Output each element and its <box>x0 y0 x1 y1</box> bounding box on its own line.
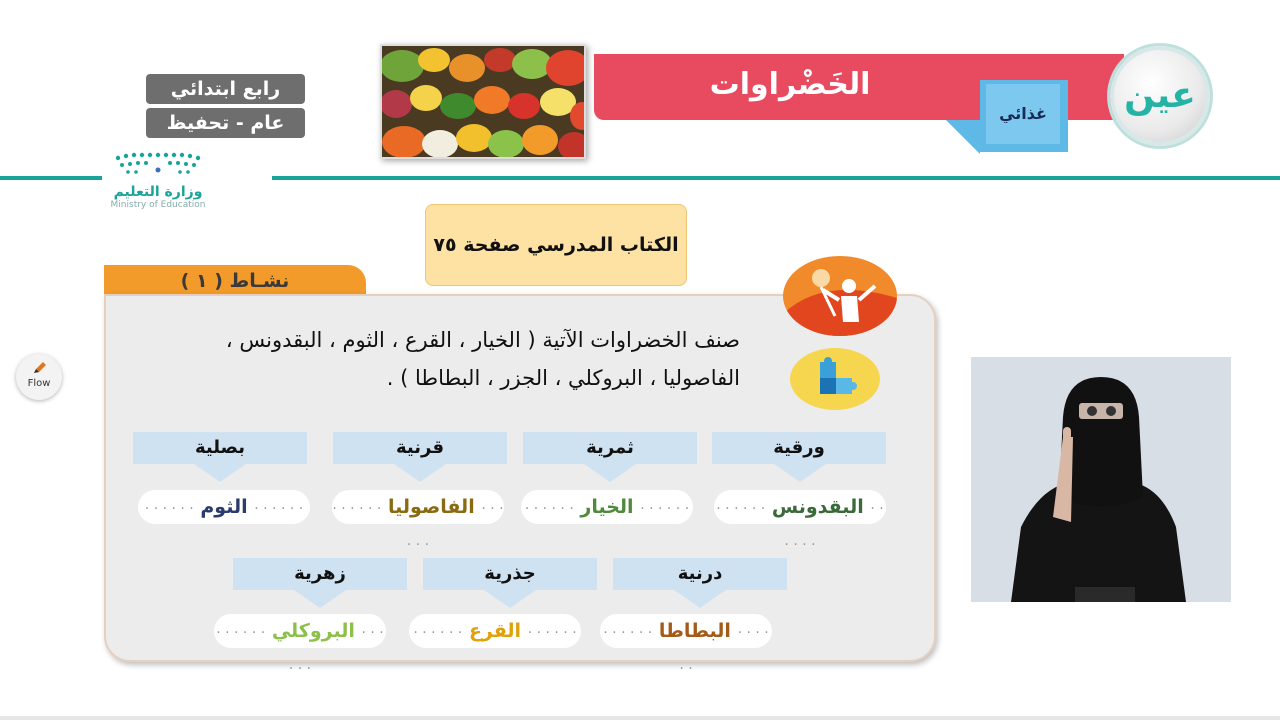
category-bulb: بصلية <box>133 432 307 464</box>
textbook-page-note: الكتاب المدرسي صفحة ٧٥ <box>425 204 687 286</box>
category-tuber: درنية <box>613 558 787 590</box>
category-arrow <box>484 590 536 608</box>
activity-instruction-line2: الفاصوليا ، البروكلي ، الجزر ، البطاطا ) . <box>386 366 740 390</box>
answer-pumpkin: القرع <box>468 620 522 642</box>
answer-pill: · · · · · · البروكلي · · · · · · <box>214 614 386 648</box>
answer-pill: · · · · · · الثوم · · · · · · <box>138 490 310 524</box>
sign-language-interpreter-video <box>971 357 1231 602</box>
ministry-name-en: Ministry of Education <box>110 200 206 210</box>
activity-instruction-line1: صنف الخضراوات الآتية ( الخيار ، القرع ، الثوم ، البقدونس ، <box>225 328 740 352</box>
answer-pill: · · · · · · القرع · · · · · · <box>409 614 581 648</box>
answer-pill: · · · · · · البطاطا · · · · · · <box>600 614 772 648</box>
unit-tag-label: غذائي <box>986 84 1060 144</box>
ain-channel-logo: عين <box>1110 46 1210 146</box>
answer-beans: الفاصوليا <box>387 496 475 518</box>
category-fruit: ثمرية <box>523 432 697 464</box>
category-leafy: ورقية <box>712 432 886 464</box>
category-arrow <box>674 590 726 608</box>
puzzle-icon <box>790 348 880 410</box>
category-root: جذرية <box>423 558 597 590</box>
grade-badge: رابع ابتدائي <box>146 74 305 104</box>
answer-cucumber: الخيار <box>580 496 634 518</box>
flow-button[interactable] <box>16 354 62 400</box>
ministry-logo <box>108 150 208 230</box>
child-balloon-icon <box>783 256 897 336</box>
answer-garlic: الثوم <box>200 496 248 518</box>
vegetables-photo <box>380 44 586 159</box>
answer-pill: · · · · · · الفاصوليا · · · · · · <box>332 490 504 524</box>
answer-pill: · · · · · · الخيار · · · · · · <box>521 490 693 524</box>
category-arrow <box>774 464 826 482</box>
category-arrow <box>294 590 346 608</box>
activity-label: نشـاط ( ١ ) <box>180 270 290 292</box>
category-flower: زهرية <box>233 558 407 590</box>
ministry-name-ar: وزارة التعليم <box>113 184 203 200</box>
answer-broccoli: البروكلي <box>271 620 355 642</box>
flow-label: Flow <box>27 378 51 389</box>
track-badge: عام - تحفيظ <box>146 108 305 138</box>
pencil-icon <box>33 362 47 374</box>
unit-tag-fold <box>946 120 980 154</box>
category-arrow <box>394 464 446 482</box>
category-legume: قرنية <box>333 432 507 464</box>
answer-parsley: البقدونس <box>771 496 864 518</box>
category-arrow <box>584 464 636 482</box>
lesson-title: الخَضْراوات <box>709 67 871 102</box>
ministry-dots-icon <box>112 150 204 182</box>
answer-pill: · · · · · · البقدونس · · · · · · <box>714 490 886 524</box>
footer-divider <box>0 716 1280 720</box>
answer-potato: البطاطا <box>658 620 731 642</box>
category-arrow <box>194 464 246 482</box>
